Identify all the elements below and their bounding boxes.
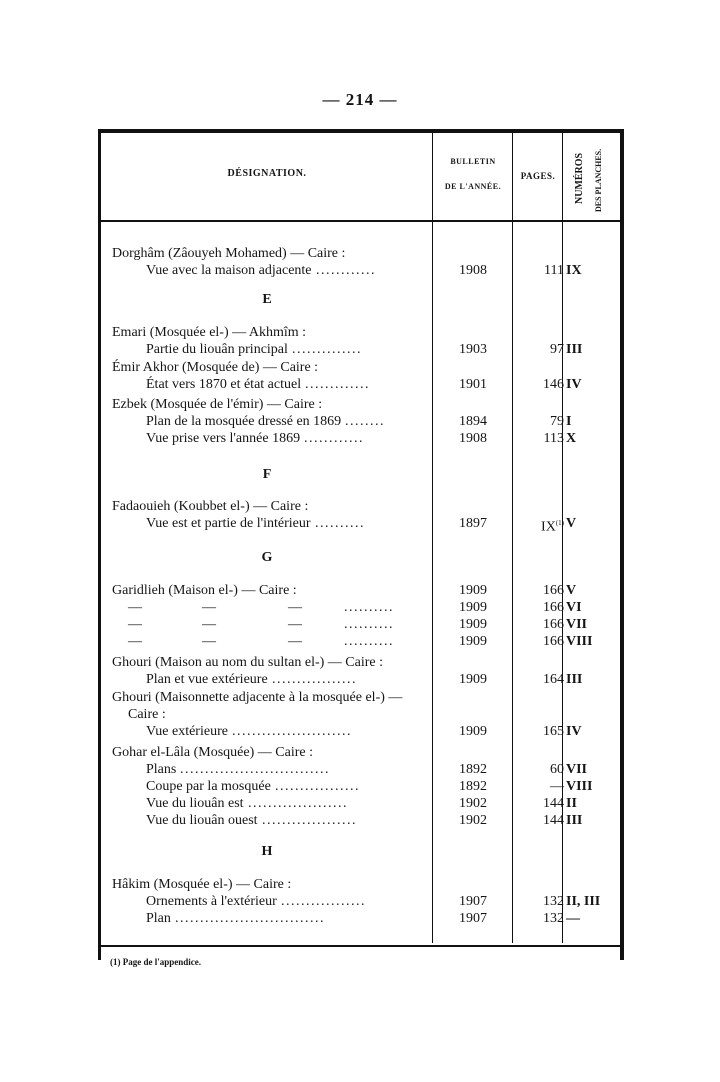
entry-year: 1909 bbox=[459, 617, 487, 632]
footer-rule bbox=[101, 945, 620, 947]
table-row bbox=[104, 876, 620, 893]
entry-designation: Plan et vue extérieure bbox=[146, 672, 268, 687]
entry-year: 1892 bbox=[459, 779, 487, 794]
leader-dots: ................. bbox=[275, 779, 360, 794]
entry-page: 113 bbox=[543, 431, 564, 446]
entry-plate: V bbox=[566, 583, 577, 598]
entry-plate: II, III bbox=[566, 894, 601, 909]
leader-dots: ................. bbox=[272, 672, 357, 687]
table-row bbox=[104, 761, 620, 778]
header-pages: PAGES. bbox=[520, 171, 556, 181]
table-row bbox=[104, 795, 620, 812]
leader-dots: ............ bbox=[316, 263, 376, 278]
table-row bbox=[104, 341, 620, 358]
header-designation: DÉSIGNATION. bbox=[227, 168, 307, 179]
header-planches bbox=[566, 138, 620, 216]
leader-dots: .......... bbox=[315, 516, 365, 531]
entry-year: 1902 bbox=[459, 813, 487, 828]
entry-plate: I bbox=[566, 414, 572, 429]
entry-page: 60 bbox=[550, 762, 564, 777]
entry-year: 1909 bbox=[459, 600, 487, 615]
entry-plate: VIII bbox=[566, 779, 593, 794]
entry-page: 166 bbox=[543, 583, 564, 598]
leader-dots: ................... bbox=[262, 813, 357, 828]
entry-designation: Fadaouieh (Koubbet el-) — Caire : bbox=[112, 499, 309, 514]
entry-page: — bbox=[550, 779, 564, 794]
entry-designation: État vers 1870 et état actuel bbox=[146, 377, 302, 392]
entry-designation: Émir Akhor (Mosquée de) — Caire : bbox=[112, 360, 319, 375]
leader-dots: .............................. bbox=[180, 762, 330, 777]
entry-year: 1909 bbox=[459, 672, 487, 687]
section-letter: H bbox=[261, 844, 273, 859]
ditto-mark: — bbox=[288, 600, 302, 615]
table-row bbox=[104, 723, 620, 740]
entry-year: 1897 bbox=[459, 516, 487, 531]
entry-designation: Plans bbox=[146, 762, 177, 777]
entry-plate: — bbox=[566, 911, 580, 926]
section-letter: F bbox=[262, 467, 272, 482]
header-rule bbox=[101, 220, 620, 222]
entry-designation: Vue du liouân est bbox=[146, 796, 244, 811]
entry-page: 146 bbox=[543, 377, 564, 392]
leader-dots: .......... bbox=[344, 617, 394, 632]
table-row bbox=[104, 498, 620, 515]
leader-dots: .............................. bbox=[175, 911, 325, 926]
entry-page: 144 bbox=[543, 796, 564, 811]
entry-designation: Dorghâm (Zâouyeh Mohamed) — Caire : bbox=[112, 246, 346, 261]
entry-plate: VII bbox=[566, 762, 588, 777]
ditto-mark: — bbox=[128, 617, 142, 632]
ditto-mark: — bbox=[202, 617, 216, 632]
table-row bbox=[104, 515, 620, 535]
entry-designation: Partie du liouân principal bbox=[146, 342, 288, 357]
header-planches-line1: NUMÉROS bbox=[574, 152, 585, 204]
table-row bbox=[104, 744, 620, 761]
entry-year: 1907 bbox=[459, 911, 487, 926]
entry-page: 111 bbox=[544, 263, 564, 278]
entry-designation: Garidlieh (Maison el-) — Caire : bbox=[112, 583, 297, 598]
header-planches-line2: DES PLANCHES. bbox=[594, 148, 603, 212]
header-bulletin-line2: DE L'ANNÉE. bbox=[444, 182, 502, 191]
entry-year: 1901 bbox=[459, 377, 487, 392]
ditto-mark: — bbox=[288, 634, 302, 649]
entry-page: 132 bbox=[543, 894, 564, 909]
entry-year: 1908 bbox=[459, 431, 487, 446]
entry-plate: V bbox=[566, 516, 577, 531]
entry-page: 166 bbox=[543, 617, 564, 632]
entry-year: 1909 bbox=[459, 583, 487, 598]
leader-dots: .......... bbox=[344, 634, 394, 649]
entry-designation: Vue prise vers l'année 1869 bbox=[146, 431, 301, 446]
table-row bbox=[104, 324, 620, 341]
entry-plate: VIII bbox=[566, 634, 593, 649]
table-row bbox=[104, 706, 620, 723]
table-row bbox=[104, 893, 620, 910]
table-row bbox=[104, 910, 620, 927]
table-row bbox=[104, 633, 620, 650]
entry-plate: IV bbox=[566, 724, 582, 739]
entry-page: 132 bbox=[543, 911, 564, 926]
entry-designation: Caire : bbox=[128, 707, 166, 722]
table-row bbox=[104, 812, 620, 829]
entry-year: 1907 bbox=[459, 894, 487, 909]
entry-plate: VI bbox=[566, 600, 582, 615]
ditto-mark: — bbox=[128, 600, 142, 615]
entry-designation: Vue du liouân ouest bbox=[146, 813, 258, 828]
leader-dots: ............. bbox=[305, 377, 370, 392]
table-row bbox=[104, 245, 620, 262]
entry-page: 165 bbox=[543, 724, 564, 739]
entry-plate: X bbox=[566, 431, 577, 446]
entry-designation: Ghouri (Maison au nom du sultan el-) — Caire : bbox=[112, 655, 384, 670]
ditto-mark: — bbox=[202, 634, 216, 649]
entry-designation: Ornements à l'extérieur bbox=[146, 894, 277, 909]
leader-dots: .............. bbox=[292, 342, 362, 357]
entry-year: 1894 bbox=[459, 414, 487, 429]
table-row bbox=[104, 654, 620, 671]
ditto-mark: — bbox=[202, 600, 216, 615]
page-number: — 214 — bbox=[322, 90, 398, 109]
entry-year: 1909 bbox=[459, 724, 487, 739]
leader-dots: .................... bbox=[248, 796, 348, 811]
ditto-mark: — bbox=[288, 617, 302, 632]
leader-dots: ................. bbox=[281, 894, 366, 909]
leader-dots: .......... bbox=[344, 600, 394, 615]
entry-page: 97 bbox=[550, 342, 564, 357]
entry-designation: Plan bbox=[146, 911, 171, 926]
entry-designation: Coupe par la mosquée bbox=[146, 779, 271, 794]
table-row bbox=[104, 262, 620, 279]
table-row bbox=[104, 376, 620, 393]
leader-dots: ............ bbox=[304, 431, 364, 446]
footnote-reference: (1) bbox=[555, 519, 564, 527]
entry-year: 1903 bbox=[459, 342, 487, 357]
header-bulletin-line1: BULLETIN bbox=[450, 157, 496, 166]
entry-plate: III bbox=[566, 672, 583, 687]
section-letter: E bbox=[262, 292, 272, 307]
entry-page: 166 bbox=[543, 634, 564, 649]
table-row bbox=[104, 616, 620, 633]
entry-designation: Ezbek (Mosquée de l'émir) — Caire : bbox=[112, 397, 323, 412]
table-row bbox=[104, 396, 620, 413]
table-row bbox=[104, 671, 620, 688]
entry-page: 164 bbox=[543, 672, 564, 687]
entry-designation: Vue extérieure bbox=[146, 724, 228, 739]
table-row bbox=[104, 430, 620, 447]
footnote: (1) Page de l'appendice. bbox=[110, 957, 201, 967]
entry-page: 166 bbox=[543, 600, 564, 615]
table-row bbox=[104, 778, 620, 795]
table-row bbox=[104, 582, 620, 599]
leader-dots: ........ bbox=[345, 414, 385, 429]
entry-designation: Hâkim (Mosquée el-) — Caire : bbox=[112, 877, 292, 892]
entry-designation: Ghouri (Maisonnette adjacente à la mosquée el-) — bbox=[112, 690, 403, 705]
entry-page: 79 bbox=[550, 414, 564, 429]
entry-designation: Emari (Mosquée el-) — Akhmîm : bbox=[112, 325, 307, 340]
entry-plate: IX bbox=[566, 263, 582, 278]
entry-year: 1909 bbox=[459, 634, 487, 649]
entry-year: 1892 bbox=[459, 762, 487, 777]
entry-designation: Vue est et partie de l'intérieur bbox=[146, 516, 311, 531]
entry-year: 1902 bbox=[459, 796, 487, 811]
table-row bbox=[104, 413, 620, 430]
entry-page: 144 bbox=[543, 813, 564, 828]
entry-year: 1908 bbox=[459, 263, 487, 278]
entry-page: IX$^{(1)}$ bbox=[541, 519, 564, 535]
entry-designation: Plan de la mosquée dressé en 1869 bbox=[146, 414, 342, 429]
ditto-mark: — bbox=[128, 634, 142, 649]
entry-designation: Gohar el-Lâla (Mosquée) — Caire : bbox=[112, 745, 313, 760]
entry-designation: Vue avec la maison adjacente bbox=[146, 263, 312, 278]
entry-plate: III bbox=[566, 813, 583, 828]
table-row bbox=[104, 359, 620, 376]
leader-dots: ........................ bbox=[232, 724, 352, 739]
entry-plate: VII bbox=[566, 617, 588, 632]
entry-plate: IV bbox=[566, 377, 582, 392]
table-row bbox=[104, 599, 620, 616]
entry-plate: II bbox=[566, 796, 577, 811]
entry-plate: III bbox=[566, 342, 583, 357]
table-row bbox=[104, 689, 620, 706]
section-letter: G bbox=[261, 550, 273, 565]
